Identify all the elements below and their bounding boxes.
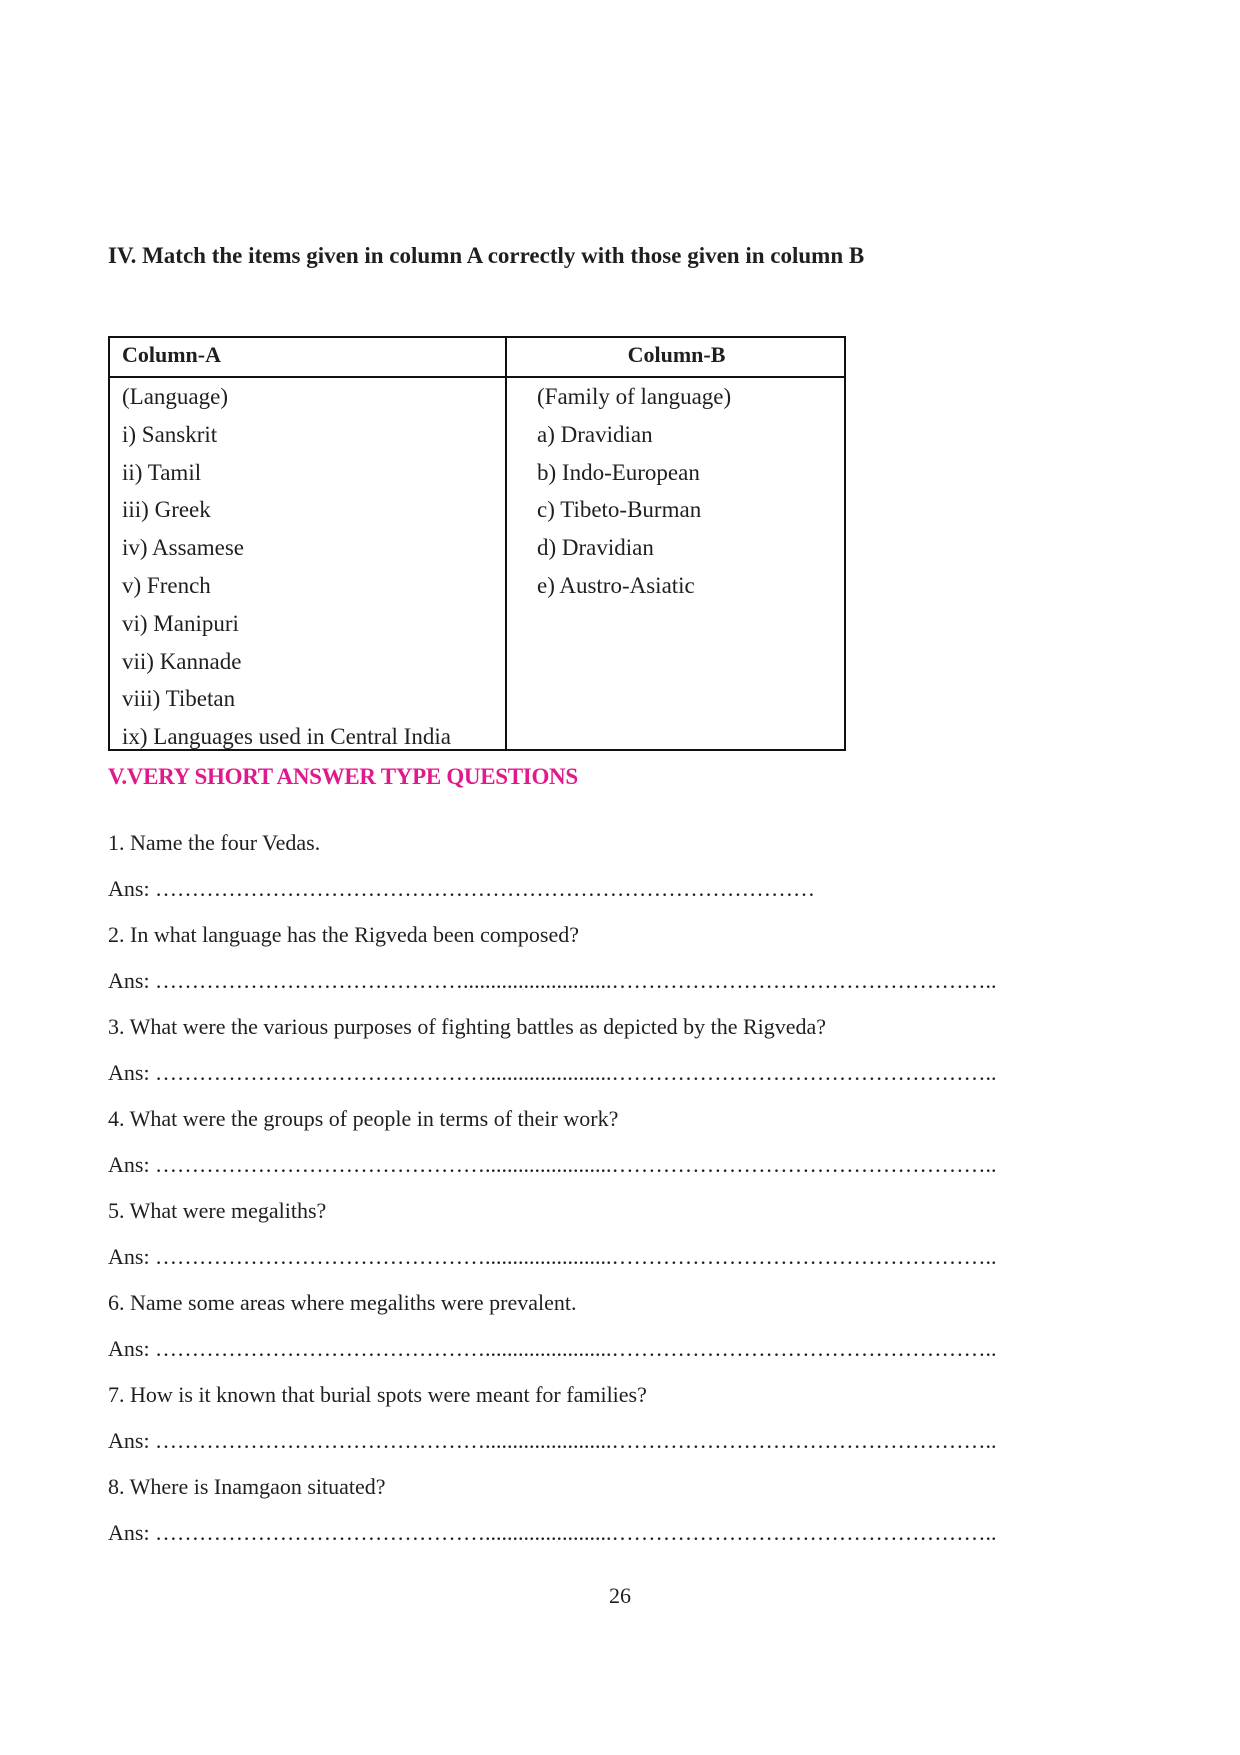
question-text: 6. Name some areas where megaliths were prevalent.	[108, 1290, 577, 1315]
question-block	[108, 1196, 1098, 1272]
answer-line[interactable]: Ans: ……………………………………….......................……………………………………………..	[108, 1244, 997, 1269]
question-block	[108, 1472, 1098, 1548]
column-b-item: e) Austro-Asiatic	[537, 572, 695, 598]
match-table	[108, 336, 846, 751]
column-b-header: Column-B	[627, 342, 726, 367]
column-a-item: iv) Assamese	[122, 535, 245, 561]
question-block	[108, 920, 1098, 996]
column-a-item: ix) Languages used in Central India	[122, 724, 451, 750]
answer-line[interactable]: Ans: ……………………………………...........................……………………………………………..	[108, 968, 997, 993]
column-a-item: vi) Manipuri	[122, 610, 239, 636]
question-block	[108, 1012, 1098, 1088]
column-b-item: d) Dravidian	[537, 535, 654, 561]
question-text: 2. In what language has the Rigveda been composed?	[108, 922, 580, 947]
section-iv-heading: IV. Match the items given in column A correctly with those given in column B	[108, 243, 865, 268]
answer-line[interactable]: Ans: ……………………………………….......................……………………………………………..	[108, 1060, 997, 1085]
question-block	[108, 1380, 1098, 1456]
question-text: 8. Where is Inamgaon situated?	[108, 1474, 386, 1499]
column-a-item: (Language)	[122, 384, 228, 409]
question-text: 5. What were megaliths?	[108, 1198, 327, 1223]
question-block	[108, 1104, 1098, 1180]
answer-line[interactable]: Ans: ……………………………………….......................……………………………………………..	[108, 1520, 997, 1545]
column-a-list	[122, 378, 451, 756]
column-a-item: i) Sanskrit	[122, 421, 218, 447]
question-block	[108, 1288, 1098, 1364]
column-b-item: c) Tibeto-Burman	[537, 497, 702, 523]
answer-line[interactable]: Ans: ……………………………………….......................……………………………………………..	[108, 1428, 997, 1453]
column-a-item: v) French	[122, 572, 211, 598]
table-column-divider	[505, 338, 507, 749]
column-b-item: b) Indo-European	[537, 459, 700, 485]
section-v-heading: V.VERY SHORT ANSWER TYPE QUESTIONS	[108, 764, 578, 789]
question-text: 1. Name the four Vedas.	[108, 830, 321, 855]
question-text: 7. How is it known that burial spots were meant for families?	[108, 1382, 647, 1407]
column-a-item: iii) Greek	[122, 497, 211, 523]
question-block	[108, 828, 1098, 904]
column-b-item: a) Dravidian	[537, 421, 653, 447]
answer-line[interactable]: Ans: ……………………………………….......................……………………………………………..	[108, 1336, 997, 1361]
answer-line[interactable]: Ans: ……………………………………….......................……………………………………………..	[108, 1152, 997, 1177]
answer-line[interactable]: Ans: ………………………………………………………………………………	[108, 876, 816, 901]
column-a-item: viii) Tibetan	[122, 686, 236, 712]
question-text: 4. What were the groups of people in terms of their work?	[108, 1106, 619, 1131]
column-a-item: ii) Tamil	[122, 459, 202, 485]
question-text: 3. What were the various purposes of fighting battles as depicted by the Rigveda?	[108, 1014, 827, 1039]
column-a-item: vii) Kannade	[122, 648, 242, 674]
column-a-header: Column-A	[122, 342, 222, 367]
column-b-list	[537, 378, 731, 605]
column-b-item: (Family of language)	[537, 384, 732, 409]
page-number: 26	[609, 1583, 631, 1608]
